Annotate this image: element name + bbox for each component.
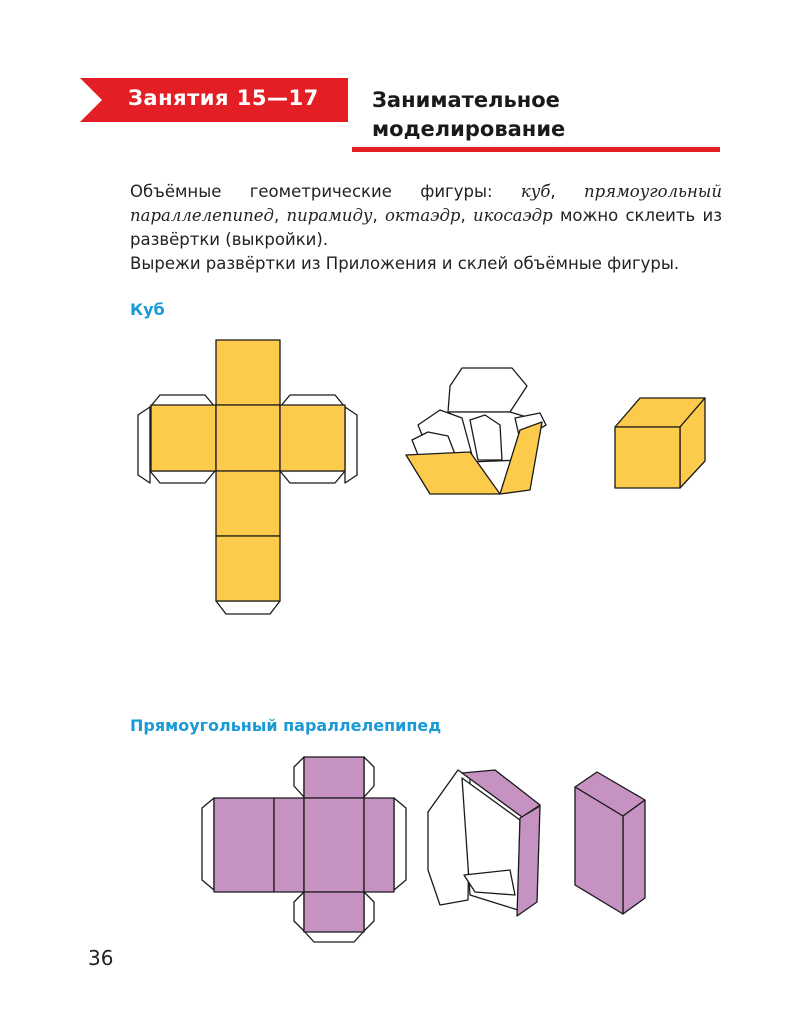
cube-3d bbox=[615, 398, 705, 488]
cuboid-net bbox=[202, 757, 406, 942]
term-cuboid: прямоугольный параллелепипед bbox=[130, 182, 722, 225]
lesson-label: Занятия 15—17 bbox=[128, 86, 319, 110]
cuboid-folding bbox=[428, 770, 540, 916]
term-icosahedron: икосаэдр bbox=[472, 206, 553, 225]
title-line-1: Занимательное bbox=[372, 88, 560, 112]
term-cube: куб bbox=[520, 182, 551, 201]
intro-paragraph-1: Объёмные геометрические фигуры: куб, прямоугольный параллелепипед, пирамиду, октаэдр, икосаэдр можно склеить из развёртки (выкройки). bbox=[130, 182, 722, 249]
cuboid-3d bbox=[575, 772, 645, 914]
title-line-2: моделирование bbox=[372, 117, 566, 141]
page-number: 36 bbox=[88, 946, 114, 970]
cuboid-heading: Прямоугольный параллелепипед bbox=[130, 716, 442, 735]
cube-net bbox=[138, 340, 357, 614]
term-pyramid: пирамиду bbox=[286, 206, 373, 225]
term-octahedron: октаэдр bbox=[384, 206, 461, 225]
cube-folding bbox=[406, 368, 546, 494]
cube-heading: Куб bbox=[130, 300, 165, 319]
intro-paragraph-2: Вырежи развёртки из Приложения и склей объёмные фигуры. bbox=[130, 254, 680, 273]
